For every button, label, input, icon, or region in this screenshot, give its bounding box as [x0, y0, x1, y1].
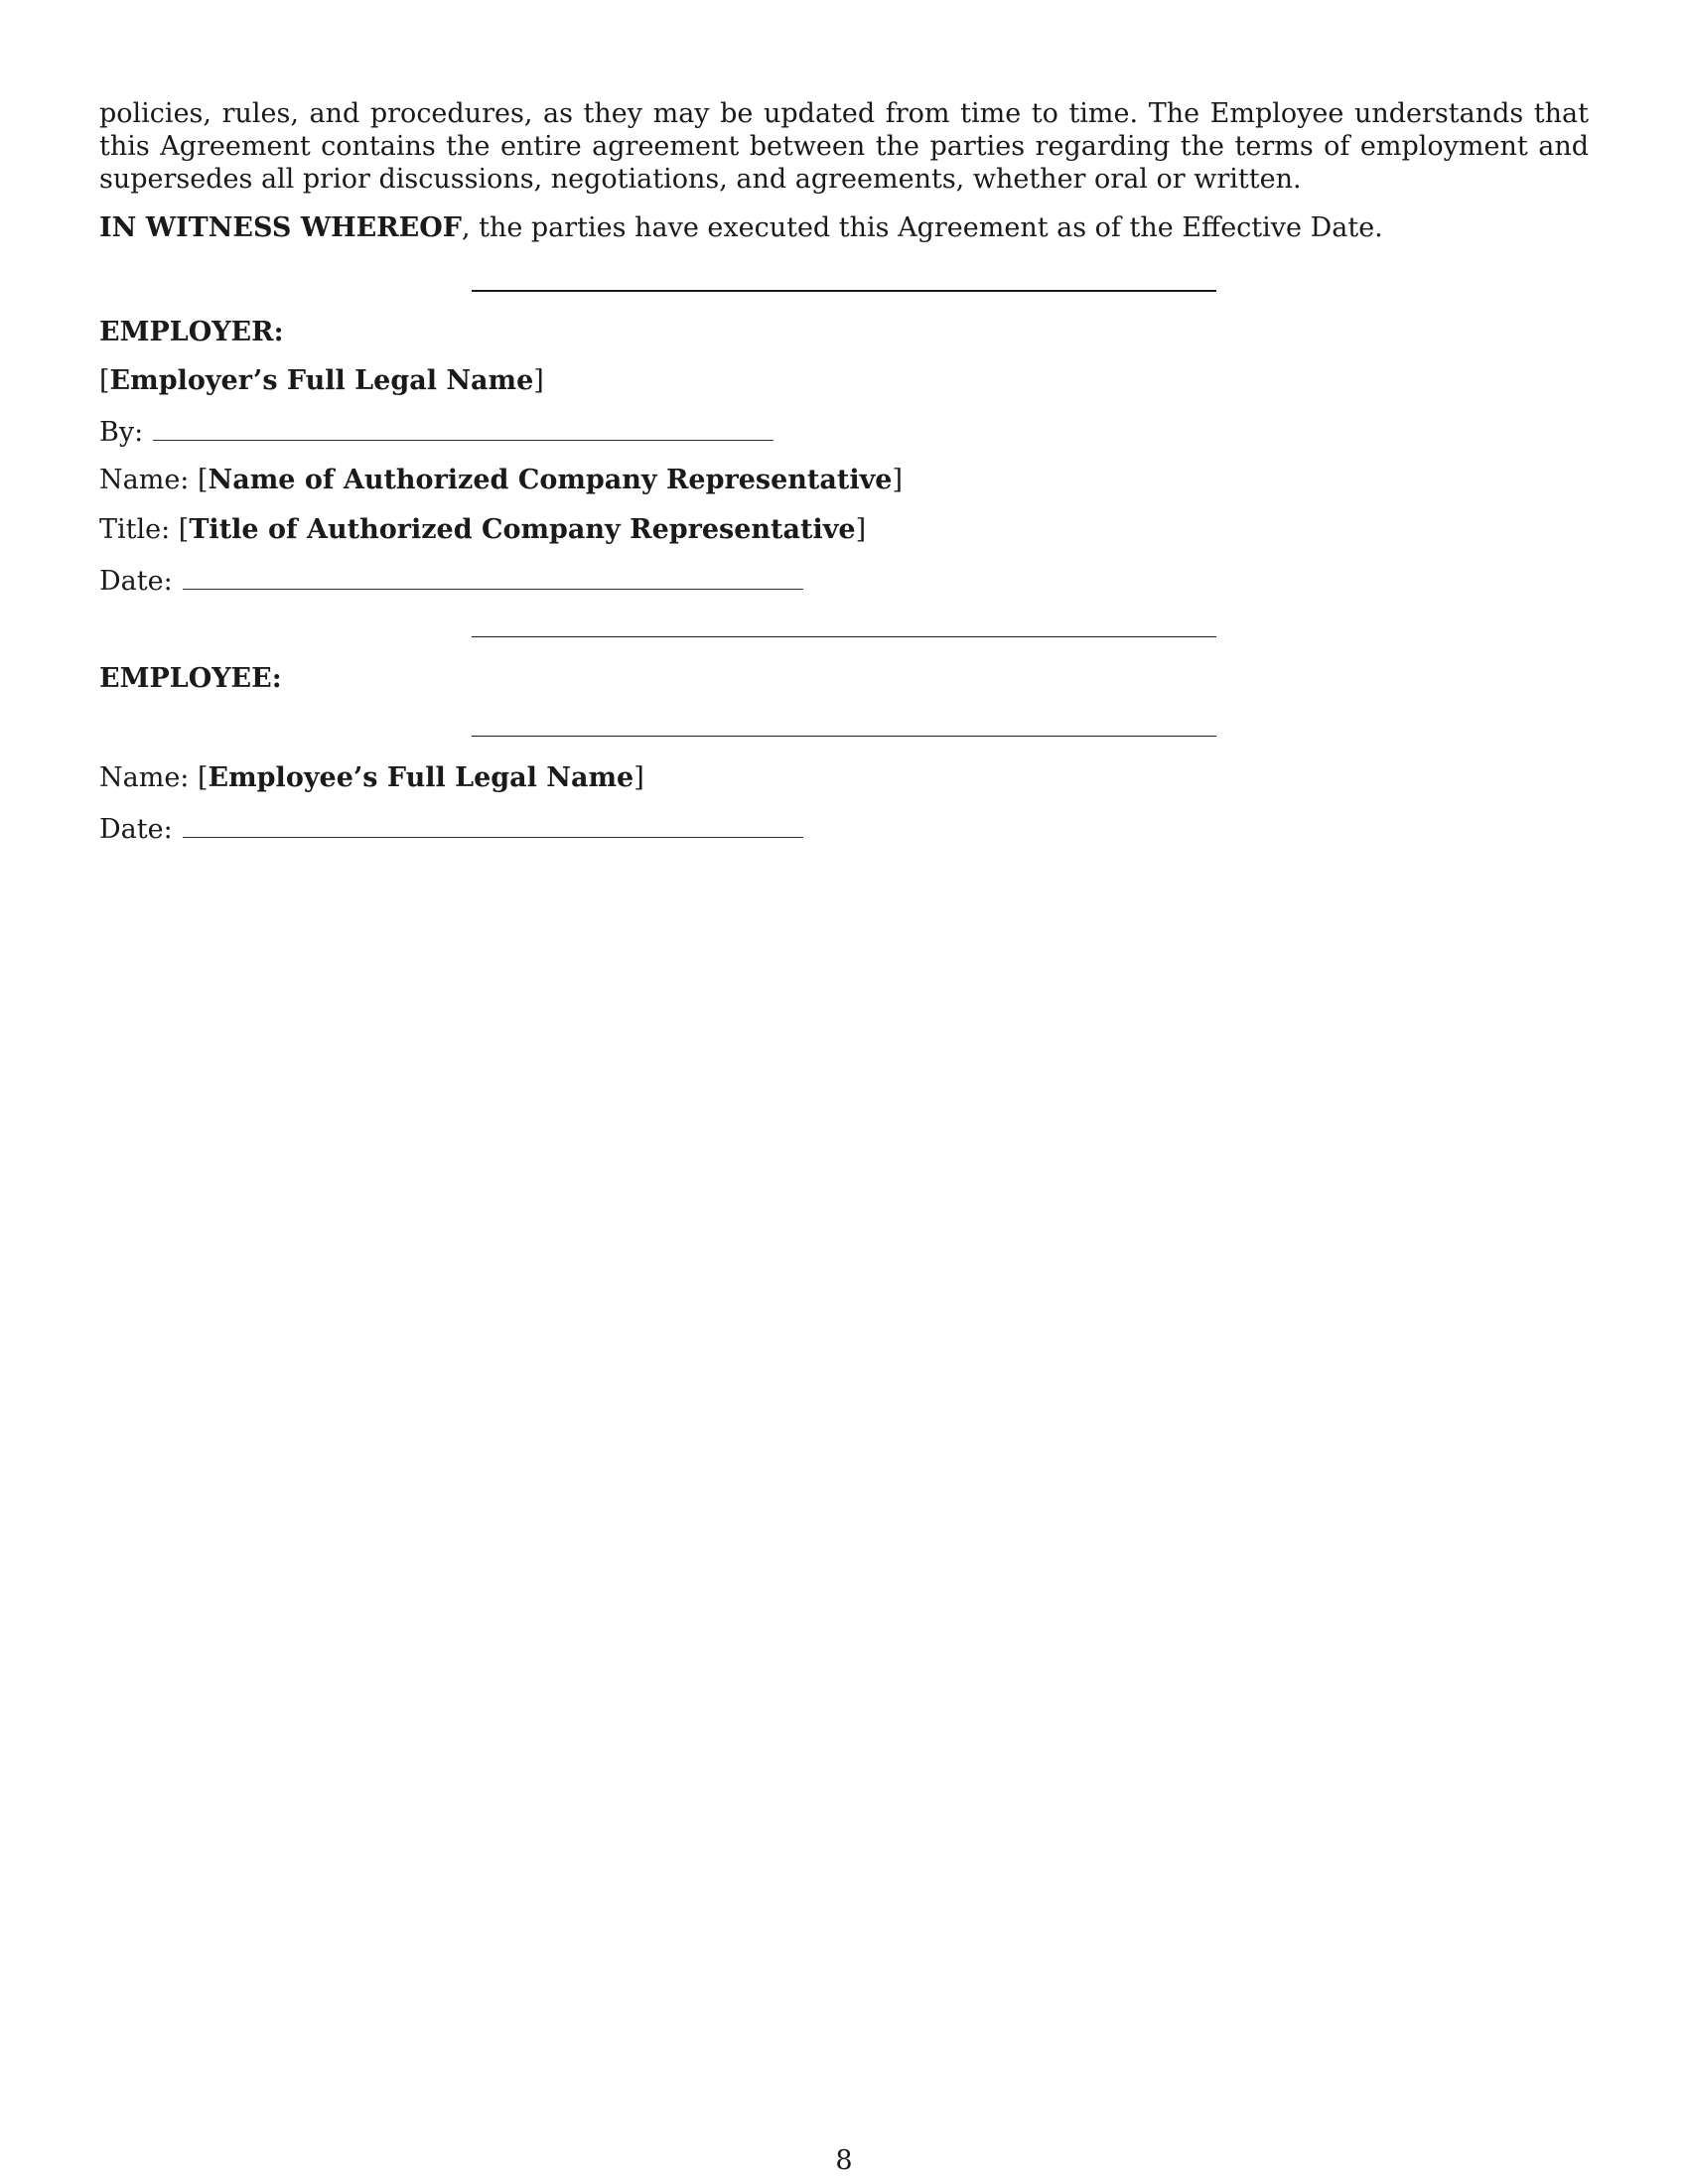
employer-by-line [99, 414, 774, 449]
page-number: 8 [835, 2145, 853, 2176]
employee-signature-rule[interactable] [472, 736, 1216, 737]
name-label: Name: [99, 465, 190, 495]
signature-rule-middle [472, 636, 1216, 637]
close-bracket: ] [533, 365, 544, 396]
employer-date-line [99, 563, 803, 598]
by-label: By: [99, 417, 144, 448]
employer-name-value: Name of Authorized Company Representative [208, 465, 893, 495]
employee-date-line [99, 811, 803, 846]
by-signature-blank[interactable] [153, 414, 774, 441]
employer-heading: EMPLOYER: [99, 317, 284, 347]
closing-paragraph: policies, rules, and procedures, as they may be updated from time to time. The Employee understands that this Agreement contains the entire agreement between the parties regarding the terms of employment and supersedes all prior discussions, negotiations, and agreements, whether oral or written. [99, 98, 1589, 195]
employee-date-label: Date: [99, 814, 173, 845]
employee-name-line: Name: [Employee’s Full Legal Name] [99, 762, 644, 793]
witness-bold-text: IN WITNESS WHEREOF [99, 212, 462, 243]
employer-name-line: Name: [Name of Authorized Company Representative] [99, 465, 904, 495]
employer-date-blank[interactable] [183, 563, 803, 590]
employer-title-line: Title: [Title of Authorized Company Representative] [99, 514, 867, 545]
employer-legal-name-text: Employer’s Full Legal Name [109, 365, 534, 396]
date-label: Date: [99, 566, 173, 597]
employee-date-blank[interactable] [183, 811, 803, 838]
employer-legal-name [99, 364, 544, 397]
signature-rule-top [472, 290, 1216, 292]
witness-rest-text: , the parties have executed this Agreement as of the Effective Date. [461, 212, 1383, 243]
document-body [99, 97, 1589, 244]
open-bracket: [ [99, 365, 110, 396]
title-label: Title: [99, 514, 171, 545]
employee-name-label: Name: [99, 762, 190, 793]
employee-heading: EMPLOYEE: [99, 663, 282, 694]
employer-title-value: Title of Authorized Company Representative [189, 514, 856, 545]
employee-name-value: Employee’s Full Legal Name [208, 762, 634, 793]
witness-statement [99, 211, 1589, 244]
